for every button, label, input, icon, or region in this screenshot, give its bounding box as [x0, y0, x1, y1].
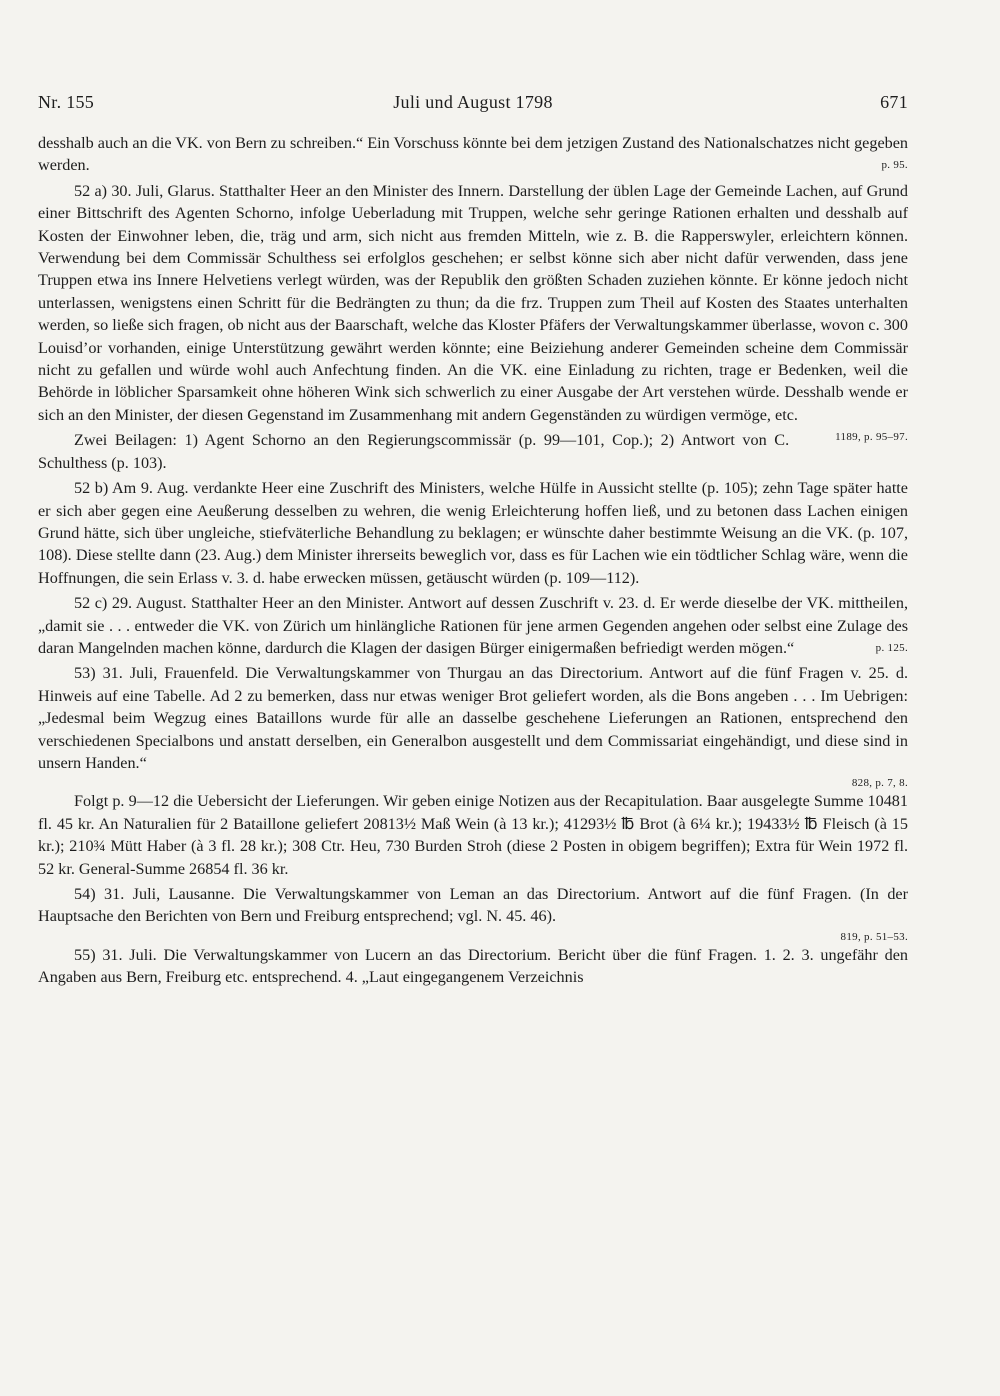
source-reference: p. 125. — [875, 641, 908, 654]
entry-52b: 52 b) Am 9. Aug. verdankte Heer eine Zuschrift des Ministers, welche Hülfe in Aussicht stellte (p. 105); zehn Tage später hatte er sich aber gegen eine Aeußerung desselben zu wehren, die wenig Erleichterung hoffen ließ, und zu betonen dass Lachen einigen Grund hätte, sich über ungleiche, stiefväterliche Behandlung zu beklagen; er wünschte daher bestimmte Weisung an die VK. (p. 107, 108). Diese stellte dann (23. Aug.) dem Minister ihrerseits beweglich vor, dass es für Lachen wie ein tödtlicher Schlag wäre, wenn die Hoffnungen, die sein Erlass v. 3. d. habe erwecken müssen, getäuscht würden (p. 109—112). — [38, 479, 908, 587]
source-reference: p. 95. — [881, 159, 908, 172]
entry-55: 55) 31. Juli. Die Verwaltungskammer von Lucern an das Directorium. Bericht über die fünf Fragen. 1. 2. 3. ungefähr den Angaben aus Bern, Freiburg etc. entsprechend. 4. „Laut eingegangenem Verzeichnis — [38, 945, 908, 987]
source-reference: 1189, p. 95–97. — [835, 431, 908, 444]
page-number: 671 — [880, 92, 908, 112]
document-number: Nr. 155 — [38, 92, 95, 112]
source-reference: 819, p. 51–53. — [840, 930, 908, 943]
page-title: Juli und August 1798 — [393, 92, 553, 112]
running-header — [38, 92, 908, 116]
source-reference: 828, p. 7, 8. — [851, 777, 908, 790]
entry-53: 53) 31. Juli, Frauenfeld. Die Verwaltungskammer von Thurgau an das Directorium. Antwort auf die fünf Fragen v. 25. d. Hinweis auf eine Tabelle. Ad 2 zu bemerken, dass nur etwas weniger Brot geliefert worden, als die Bons angeben . . . Im Uebrigen: „Jedesmal beim Wegzug eines Bataillons wurde für alle an dasselbe geschehene Lieferungen an Rationen, entsprechend den verschiedenen Specialbons und anstatt derselben, ein Generalbon ausgestellt und dem Commissariat eingehändigt, und diese sind in unsern Handen.“ — [38, 664, 908, 772]
entry-52c: 52 c) 29. August. Statthalter Heer an den Minister. Antwort auf dessen Zuschrift v. 23. d. Er werde dieselbe der VK. mittheilen, „damit sie . . . entweder die VK. von Zürich um hinlängliche Rationen für jene armen Gegenden angehen oder selbst eine Zulage des daran Mangelnden machen könne, dardurch die Klagen der dasigen Bürger einigermaßen befriedigt werden mögen.“ p. 125. — [38, 592, 908, 659]
body-text — [38, 132, 908, 989]
entry-52a-attachments: Zwei Beilagen: 1) Agent Schorno an den Regierungscommissär (p. 99—101, Cop.); 2) Antwort von C. Schulthess (p. 103). — [38, 431, 790, 472]
entry-52a: 52 a) 30. Juli, Glarus. Statthalter Heer an den Minister des Innern. Darstellung der üblen Lage der Gemeinde Lachen, auf Grund einer Bittschrift des Agenten Schorno, infolge Ueberladung mit Truppen, welche sehr geringe Rationen erhalten und desshalb auf Kosten der Einwohner leben, die, träg und arm, sich nicht aus fremden Mitteln, wie z. B. die Rapperswyler, erleichtern können. Verwendung bei dem Commissär Schulthess sei erfolglos geschehen; er selbst könne sich aber nicht dafür verwenden, dass jene Truppen etwa ins Innere Helvetiens verlegt würden, was der Republik den größten Schaden zuziehen könnte. Er könne jedoch nicht unterlassen, wenigstens einen Schritt für die Bedrängten zu thun; da die frz. Truppen zum Theil auf Kosten des Staates unterhalten werden, so ließe sich fragen, ob nicht aus der Baarschaft, welche das Kloster Pfäfers der Verwaltungskammer überlasse, wovon c. 300 Louisd’or vorhanden, einige Unterstützung gewährt werden könnte; eine Beiziehung anderer Gemeinden scheine dem Commissär nicht zu gefallen und würde wohl auch Anfechtung finden. An die VK. eine Einladung zu richten, trage er Bedenken, weil die Behörde in löblicher Sparsamkeit ohne höheren Wink sich schwerlich zu einer Ausgabe der Art verstehen würde. Desshalb wende er sich an den Minister, der diesen Gegenstand im Zusammenhang mit andern Gegenständen zu würdigen vermöge, etc. 1189, p. 95–97. — [38, 180, 908, 426]
entry-53-summary: Folgt p. 9—12 die Uebersicht der Lieferungen. Wir geben einige Notizen aus der Recapitulation. Baar ausgelegte Summe 10481 fl. 45 kr. An Naturalien für 2 Bataillone geliefert 20813½ Maß Wein (à 13 kr.); 41293½ ℔ Brot (à 6¼ kr.); 19433½ ℔ Fleisch (à 15 kr.); 210¾ Mütt Haber (à 3 fl. 28 kr.); 308 Ctr. Heu, 730 Burden Stroh (diese 2 Posten in obigem begriffen); Extra für Wein 1972 fl. 52 kr. General-Summe 26854 fl. 36 kr. — [38, 792, 908, 878]
paragraph-continuation: desshalb auch an die VK. von Bern zu schreiben.“ Ein Vorschuss könnte bei dem jetzigen Zustand des Nationalschatzes nicht gegeben werden. p. 95. — [38, 132, 908, 177]
entry-54: 54) 31. Juli, Lausanne. Die Verwaltungskammer von Leman an das Directorium. Antwort auf die fünf Fragen. (In der Hauptsache den Berichten von Bern und Freiburg entsprechend; vgl. N. 45. 46). — [38, 885, 908, 926]
